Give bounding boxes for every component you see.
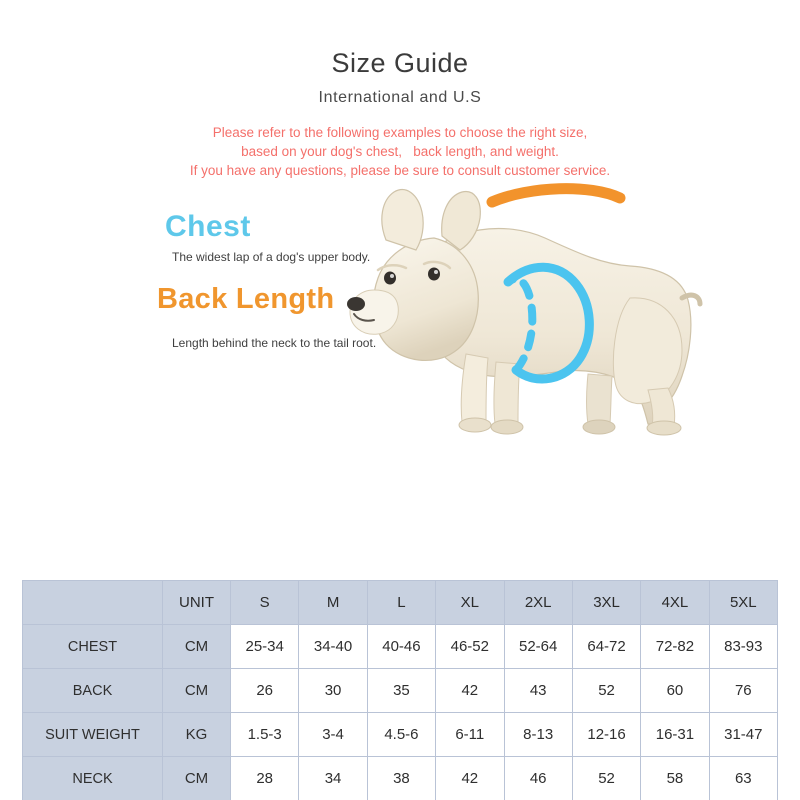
cell-back-4xl: 60 <box>641 669 709 713</box>
header-cell-2xl: 2XL <box>504 581 572 625</box>
back-length-label: Back Length <box>157 283 335 315</box>
row-unit-back: CM <box>163 669 231 713</box>
cell-neck-l: 38 <box>367 757 435 800</box>
cell-weight-3xl: 12-16 <box>572 713 640 757</box>
cell-back-l: 35 <box>367 669 435 713</box>
cell-back-xl: 42 <box>436 669 504 713</box>
table-row <box>23 713 778 757</box>
cell-weight-xl: 6-11 <box>436 713 504 757</box>
cell-neck-5xl: 63 <box>709 757 777 800</box>
header-cell-unit: UNIT <box>163 581 231 625</box>
cell-chest-3xl: 64-72 <box>572 625 640 669</box>
cell-neck-3xl: 52 <box>572 757 640 800</box>
cell-neck-xl: 42 <box>436 757 504 800</box>
header-cell-5xl: 5XL <box>709 581 777 625</box>
cell-chest-m: 34-40 <box>299 625 367 669</box>
cell-weight-m: 3-4 <box>299 713 367 757</box>
page-title: Size Guide <box>331 48 469 78</box>
cell-chest-s: 25-34 <box>231 625 299 669</box>
note-line-3: If you have any questions, please be sure to consult customer service. <box>189 163 611 178</box>
cell-chest-5xl: 83-93 <box>709 625 777 669</box>
row-unit-neck: CM <box>163 757 231 800</box>
row-unit-suit-weight: KG <box>163 713 231 757</box>
cell-back-s: 26 <box>231 669 299 713</box>
row-label-chest: CHEST <box>23 625 163 669</box>
header-cell-s: S <box>231 581 299 625</box>
cell-back-2xl: 43 <box>504 669 572 713</box>
size-guide-page <box>0 48 800 800</box>
cell-chest-2xl: 52-64 <box>504 625 572 669</box>
cell-weight-s: 1.5-3 <box>231 713 299 757</box>
size-table <box>22 580 778 800</box>
cell-back-5xl: 76 <box>709 669 777 713</box>
table-row <box>23 625 778 669</box>
row-label-back: BACK <box>23 669 163 713</box>
page-subtitle: International and U.S <box>318 89 482 106</box>
row-label-suit-weight: SUIT WEIGHT <box>23 713 163 757</box>
cell-neck-4xl: 58 <box>641 757 709 800</box>
chest-description: The widest lap of a dog's upper body. <box>172 250 371 264</box>
cell-back-3xl: 52 <box>572 669 640 713</box>
cell-weight-2xl: 8-13 <box>504 713 572 757</box>
cell-neck-2xl: 46 <box>504 757 572 800</box>
header-cell-3xl: 3XL <box>572 581 640 625</box>
table-header-row <box>23 581 778 625</box>
table-row <box>23 757 778 800</box>
cell-chest-4xl: 72-82 <box>641 625 709 669</box>
cell-weight-4xl: 16-31 <box>641 713 709 757</box>
notes-block <box>0 123 800 180</box>
note-line-1: Please refer to the following examples to choose the right size, <box>212 125 588 140</box>
cell-weight-5xl: 31-47 <box>709 713 777 757</box>
chest-label: Chest <box>165 210 251 243</box>
header-cell-xl: XL <box>436 581 504 625</box>
cell-chest-l: 40-46 <box>367 625 435 669</box>
back-length-description: Length behind the neck to the tail root. <box>172 336 377 350</box>
header-cell-4xl: 4XL <box>641 581 709 625</box>
row-unit-chest: CM <box>163 625 231 669</box>
row-label-neck: NECK <box>23 757 163 800</box>
cell-chest-xl: 46-52 <box>436 625 504 669</box>
cell-weight-l: 4.5-6 <box>367 713 435 757</box>
cell-neck-s: 28 <box>231 757 299 800</box>
note-line-2: based on your dog's chest, back length, and weight. <box>241 144 559 159</box>
cell-neck-m: 34 <box>299 757 367 800</box>
illustration-area <box>0 188 800 488</box>
cell-back-m: 30 <box>299 669 367 713</box>
dog-illustration <box>330 178 750 478</box>
header-cell-l: L <box>367 581 435 625</box>
header-cell-m: M <box>299 581 367 625</box>
table-row <box>23 669 778 713</box>
size-table-wrapper <box>22 580 778 800</box>
header-cell-blank <box>23 581 163 625</box>
